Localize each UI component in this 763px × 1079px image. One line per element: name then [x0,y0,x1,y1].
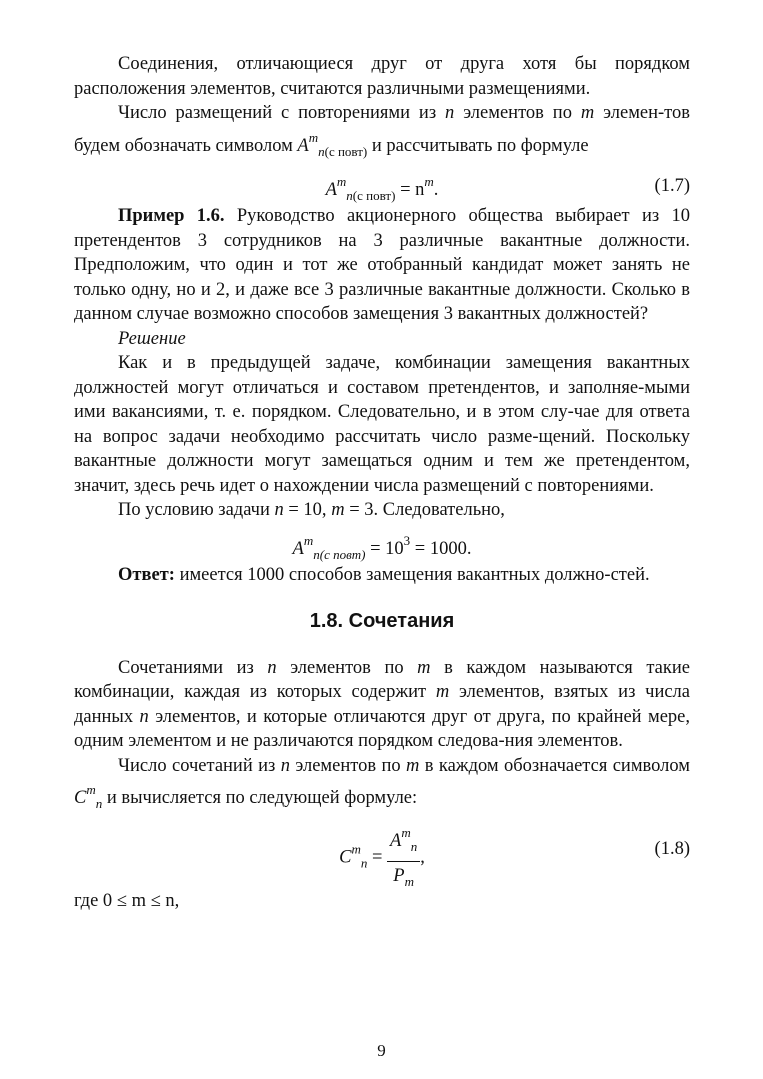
paragraph-placements-notation: Число размещений с повторениями из n элементов по m элемен-тов будем обозначать символом $A^m_{n(с повт)}$ и рассчитывать по формуле [74,103,690,159]
equation-example: $A^m_{n(с повт)} = 10^3 = 1000$. [292,532,472,562]
section-heading: 1.8. Сочетания [309,610,455,632]
page-number: 9 [377,1041,386,1060]
page-content [74,52,690,913]
combinations-definition: Сочетаниями из n элементов по m в каждом называются такие комбинации, каждая из которых содержит m элементов, взятых из числа данных n элементов, и которые отличаются друг от друга, по крайней мере, одним элементом и не различаются порядком следова-ния элементов. [74,657,691,751]
symbol-A: A [297,135,309,156]
equation-1-7: $A^m_{n(с повт)} = n^m$. (1.7) [325,174,690,203]
example-paragraph: Пример 1.6. Руководство акционерного общества выбирает из 10 претендентов 3 сотрудников на 3 различные вакантные должности. Предположим, что один и тот же отобранный кандидат может занять не только одну, но и 2, и даже все 3 различные вакантные должности. Сколько в данном случае возможно способов замещения 3 вакантных должностей? [74,206,690,324]
symbol-C: C [74,788,87,808]
example-label: Пример 1.6. [118,206,225,226]
fraction: $\frac{A^m_n}{P_m}$ [387,821,420,895]
condition-paragraph: По условию задачи n = 10, m = 3. Следовательно, [118,500,505,520]
equation-1-8: $C^m_n$ = $\frac{A^m_n}{P_m}$ , (1.8) [74,817,690,881]
solution-label: Решение [118,328,186,349]
equation-number: (1.8) [654,838,690,859]
combinations-notation: Число сочетаний из n элементов по m в каждом обозначается символом $C^m_n$ и вычисляется по следующей формуле: [74,755,690,811]
solution-paragraph: Как и в предыдущей задаче, комбинации замещения вакантных должностей могут отличаться и составом претендентов, и заполняе-мыми ими вакансиями, т. е. порядком. Следовательно, и в этом слу-чае для ответа на вопрос задачи необходимо рассчитать число разме-щений. Поскольку вакантные должности могут замещаться одним и тем же претендентом, значит, здесь речь идет о нахождении числа размещений с повторениями. [74,353,690,496]
answer-paragraph: Ответ: имеется 1000 способов замещения вакантных должно-стей. [118,564,650,585]
condition-where: где 0 ≤ m ≤ n, [74,890,180,911]
paragraph-placements-definition: Соединения, отличающиеся друг от друга хотя бы порядком расположения элементов, считаются различными размещениями. [74,54,690,99]
equation-number: (1.7) [654,176,690,196]
answer-label: Ответ: [118,564,175,585]
